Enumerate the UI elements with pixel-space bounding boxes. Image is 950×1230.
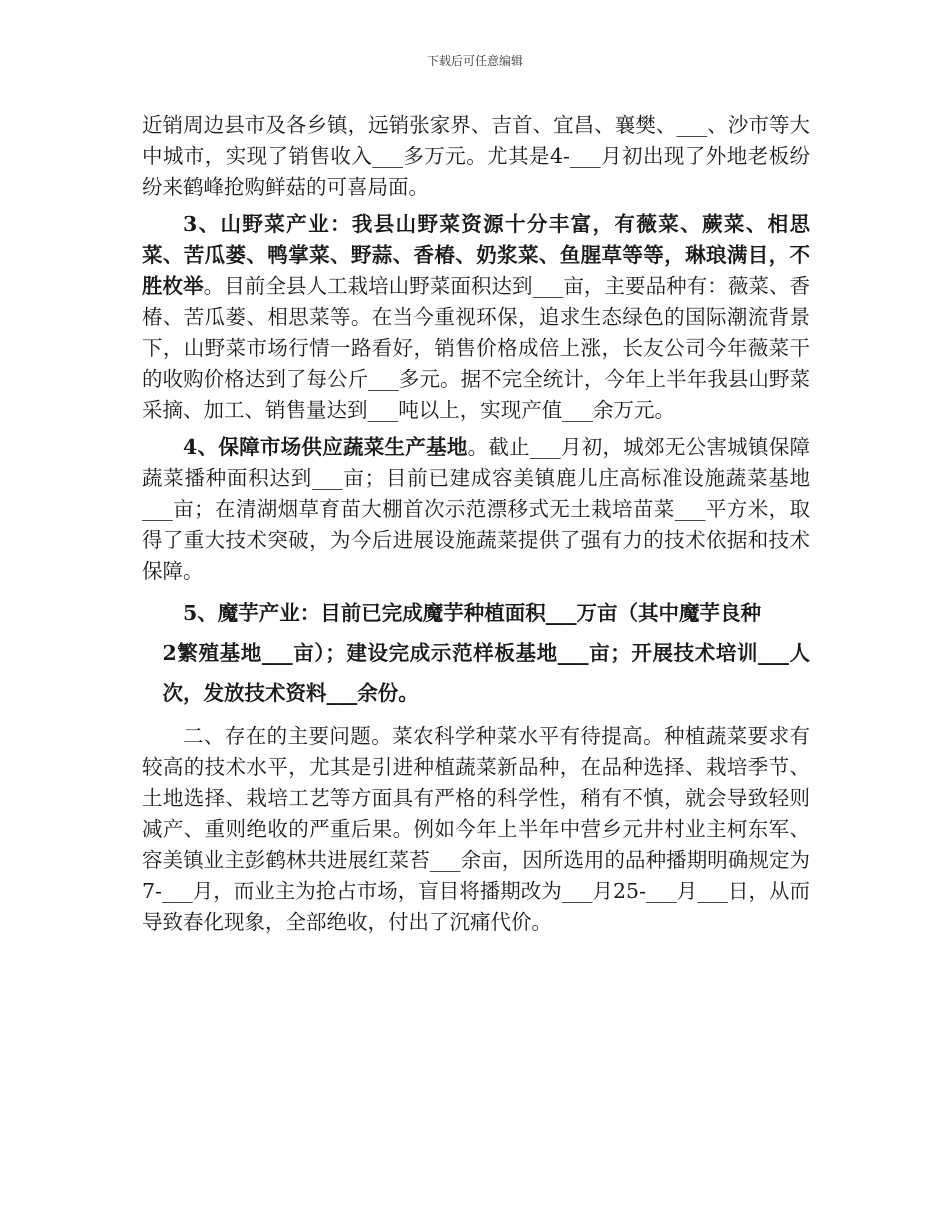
konjac-line-1: 5、魔芋产业：目前已完成魔芋种植面积___万亩（其中魔芋良种 bbox=[183, 601, 762, 625]
konjac-line-2: 2繁殖基地___亩）；建设完成示范样板基地___亩；开展技术培训___人次，发放技术资料___余份。 bbox=[162, 641, 810, 705]
heading-vegetable-base: 4、保障市场供应蔬菜生产基地 bbox=[183, 435, 468, 459]
page-header: 下载后可任意编辑 bbox=[426, 54, 523, 68]
paragraph-vegetable-base bbox=[142, 432, 810, 587]
paragraph-mushroom-sales: 近销周边县市及各乡镇，远销张家界、吉首、宜昌、襄樊、___、沙市等大中城市，实现了销售收入___多万元。尤其是4-___月初出现了外地老板纷纷来鹤峰抢购鲜菇的可喜局面。 bbox=[142, 113, 810, 199]
paragraph-wild-vegetables bbox=[142, 209, 810, 426]
heading-wild-vegetables: 3、山野菜产业：我县山野菜资源十分丰富，有薇菜、蕨菜、相思菜、苦瓜蒌、鸭掌菜、野蒜、香椿、奶浆菜、鱼腥草等等，琳琅满目，不胜枚举 bbox=[142, 212, 810, 298]
paragraph-main-problems: 二、存在的主要问题。菜农科学种菜水平有待提高。种植蔬菜要求有较高的技术水平，尤其是引进种植蔬菜新品种，在品种选择、栽培季节、土地选择、栽培工艺等方面具有严格的科学性，稍有不慎，就会导致轻则减产、重则绝收的严重后果。例如今年上半年中营乡元井村业主柯东军、容美镇业主彭鹤林共进展红菜苔___余亩，因所选用的品种播期明确规定为7-___月，而业主为抢占市场，盲目将播期改为___月25-___月___日，从而导致春化现象，全部绝收，付出了沉痛代价。 bbox=[142, 724, 810, 934]
paragraph-vegetable-base-body: 。截止___月初，城郊无公害城镇保障蔬菜播种面积达到___亩；目前已建成容美镇鹿儿庄高标准设施蔬菜基地___亩；在清湖烟草育苗大棚首次示范漂移式无土栽培苗菜___平方米，取得了重大技术突破，为今后进展设施蔬菜提供了强有力的技术依据和技术保障。 bbox=[142, 435, 811, 583]
paragraph-konjac bbox=[142, 593, 810, 713]
document-body bbox=[142, 110, 810, 944]
paragraph-wild-vegetables-body: 。目前全县人工栽培山野菜面积达到___亩，主要品种有：薇菜、香椿、苦瓜蒌、相思菜等。在当今重视环保，追求生态绿色的国际潮流背景下，山野菜市场行情一路看好，销售价格成倍上涨，长友公司今年薇菜干的收购价格达到了每公斤___多元。据不完全统计，今年上半年我县山野菜采摘、加工、销售量达到___吨以上，实现产值___余万元。 bbox=[142, 274, 811, 422]
